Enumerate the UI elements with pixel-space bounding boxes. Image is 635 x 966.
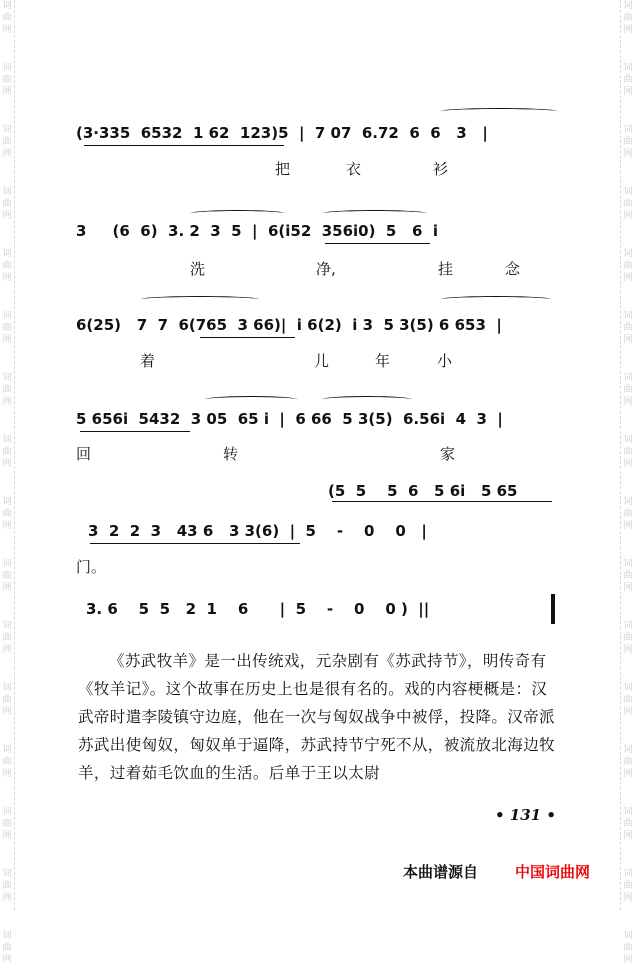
underline-mark: [200, 337, 295, 338]
notation-line: (3·335 6532 1 62 123)5 | 7 07 6.72 6 6 3 |: [76, 124, 488, 142]
lyric: 着: [140, 352, 156, 370]
notation-line: 3. 6 5 5 2 1 6 | 5 - 0 0 ) ||: [86, 600, 430, 618]
paragraph: 《苏武牧羊》是一出传统戏，元杂剧有《苏武持节》，明传奇有《牧羊记》。这个故事在历史上也是很有名的。戏的内容梗概是：汉武帝时遣李陵镇守边庭，他在一次与匈奴战争中被俘，投降。汉帝派苏武出使匈奴，匈奴单于逼降，苏武持节宁死不从，被流放北海边牧羊，过着茹毛饮血的生活。后单于王以太尉: [78, 652, 556, 782]
watermark: 词 曲 网: [623, 807, 633, 841]
watermark: 词 曲 网: [623, 683, 633, 717]
tie-mark: [322, 210, 427, 217]
watermark: 词 曲 网: [2, 497, 12, 531]
left-watermark-strip: [0, 0, 15, 965]
tie-mark: [322, 396, 412, 403]
watermark: 词 曲 网: [2, 125, 12, 159]
tie-mark: [440, 296, 552, 303]
page-number: • 131 •: [495, 806, 556, 824]
notation-line: 3 2 2 3 43 6 3 3(6) | 5 - 0 0 |: [88, 522, 427, 540]
lyric: 儿: [314, 352, 330, 370]
underline-mark: [84, 145, 284, 146]
tie-mark: [190, 210, 285, 217]
lyric: 年: [375, 352, 391, 370]
tie-mark: [440, 108, 558, 115]
lyric: 衣: [346, 160, 362, 178]
lyric: 挂: [438, 260, 454, 278]
watermark: 词 曲 网: [623, 1, 633, 35]
watermark: 词 曲 网: [623, 249, 633, 283]
final-barline: [551, 594, 555, 624]
watermark: 词 曲 网: [2, 249, 12, 283]
notation-line: (5 5 5 6 5 6i 5 65: [328, 482, 518, 500]
watermark: 词 曲 网: [2, 869, 12, 903]
watermark: 词 曲 网: [2, 187, 12, 221]
watermark: 词 曲 网: [623, 621, 633, 655]
underline-mark: [325, 243, 430, 244]
watermark: 词 曲 网: [2, 373, 12, 407]
watermark: 词 曲 网: [623, 311, 633, 345]
watermark: 词 曲 网: [623, 63, 633, 97]
notation-line: 3 (6 6) 3. 2 3 5 | 6(i52 356i0) 5 6 i: [76, 222, 439, 240]
lyric: 家: [440, 445, 456, 463]
watermark: 词 曲 网: [623, 125, 633, 159]
right-watermark-strip: [620, 0, 635, 965]
underline-mark: [332, 501, 552, 502]
lyric: 小: [437, 352, 453, 370]
tie-mark: [140, 296, 260, 303]
watermark: 词 曲 网: [2, 683, 12, 717]
source-site-link[interactable]: 中国词曲网: [515, 863, 591, 881]
watermark: 词 曲 网: [2, 807, 12, 841]
watermark: 词 曲 网: [2, 311, 12, 345]
watermark: 词 曲 网: [2, 435, 12, 469]
lyric: 衫: [433, 160, 449, 178]
underline-mark: [90, 543, 300, 544]
watermark: 词 曲 网: [623, 559, 633, 593]
notation-line: 5 656i 5432 3 05 65 i | 6 66 5 3(5) 6.56i 4 3 |: [76, 410, 503, 428]
lyric: 洗: [190, 260, 206, 278]
source-note: 本曲谱源自: [403, 863, 479, 881]
lyric: 净,: [316, 260, 336, 278]
watermark: 词 曲 网: [2, 931, 12, 965]
watermark: 词 曲 网: [623, 497, 633, 531]
watermark: 词 曲 网: [623, 745, 633, 779]
watermark: 词 曲 网: [2, 621, 12, 655]
watermark: 词 曲 网: [2, 559, 12, 593]
underline-mark: [80, 431, 190, 432]
watermark: 词 曲 网: [623, 869, 633, 903]
watermark: 词 曲 网: [623, 187, 633, 221]
watermark: 词 曲 网: [2, 1, 12, 35]
description-text: [78, 647, 556, 787]
lyric: 转: [223, 445, 239, 463]
watermark: 词 曲 网: [623, 435, 633, 469]
watermark: 词 曲 网: [2, 63, 12, 97]
tie-mark: [205, 396, 297, 403]
lyric: 念: [505, 260, 521, 278]
notation-line: 6(25) 7 7 6(765 3 66)| i 6(2) i 3 5 3(5) 6 653 |: [76, 316, 502, 334]
lyric: 回: [76, 445, 92, 463]
watermark: 词 曲 网: [623, 931, 633, 965]
lyric: 把: [275, 160, 291, 178]
lyric: 门。: [76, 558, 107, 576]
watermark: 词 曲 网: [2, 745, 12, 779]
watermark: 词 曲 网: [623, 373, 633, 407]
